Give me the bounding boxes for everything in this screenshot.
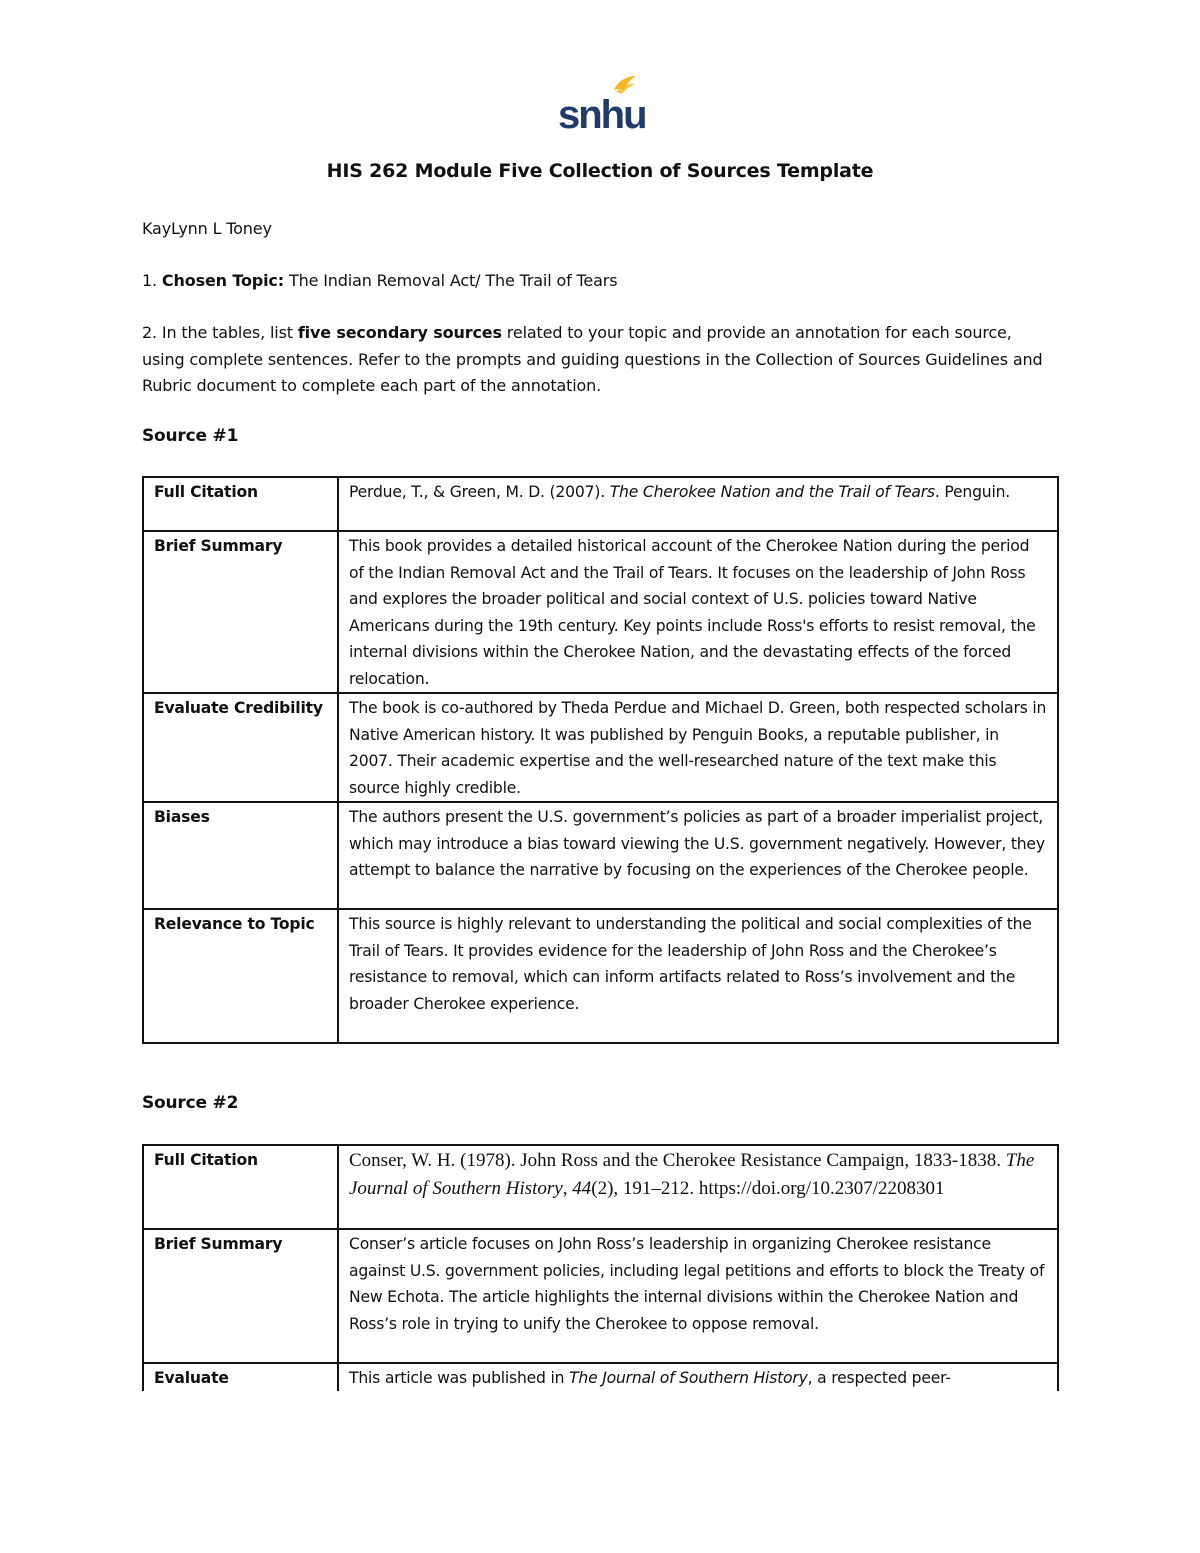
- row-label: Biases: [143, 802, 338, 909]
- citation-cell: [338, 1145, 1058, 1229]
- citation-volume: 44: [572, 1178, 592, 1199]
- citation-publisher: . Penguin.: [934, 483, 1011, 501]
- relevance-cell: This source is highly relevant to understanding the political and social complexities of the Trail of Tears. It provides evidence for the leadership of John Ross and the Cherokee’s resistance to removal, which can inform artifacts related to Ross’s involvement and the broader Cherokee experience.: [338, 909, 1058, 1043]
- citation-doi: (2), 191–212. https://doi.org/10.2307/2208301: [591, 1178, 945, 1199]
- citation-title: The Cherokee Nation and the Trail of Tears: [609, 483, 935, 501]
- summary-cell: This book provides a detailed historical account of the Cherokee Nation during the period of the Indian Removal Act and the Trail of Tears. It focuses on the leadership of John Ross and explores the broader political and social context of U.S. policies toward Native Americans during the 19th century. Key points include Ross's efforts to resist removal, the internal divisions within the Cherokee Nation, and the devastating effects of the forced relocation.: [338, 531, 1058, 693]
- summary-cell: Conser’s article focuses on John Ross’s leadership in organizing Cherokee resistance against U.S. government policies, including legal petitions and efforts to block the Treaty of New Echota. The article highlights the internal divisions within the Cherokee Nation and Ross’s role in trying to unify the Cherokee to oppose removal.: [338, 1229, 1058, 1363]
- row-label: Evaluate: [143, 1363, 338, 1391]
- biases-cell: The authors present the U.S. government’s policies as part of a broader imperialist project, which may introduce a bias toward viewing the U.S. government negatively. However, they attempt to balance the narrative by focusing on the experiences of the Cherokee people.: [338, 802, 1058, 909]
- row-label: Brief Summary: [143, 531, 338, 693]
- credibility-cell: [338, 1363, 1058, 1391]
- author-name: KayLynn L Toney: [142, 219, 272, 238]
- citation-sep: ,: [562, 1178, 573, 1199]
- credibility-text: This article was published in: [349, 1369, 570, 1387]
- source-2-heading: Source #2: [142, 1093, 239, 1113]
- table-row: [143, 1363, 1058, 1391]
- row-label: Full Citation: [143, 477, 338, 531]
- citation-text: Conser, W. H. (1978). John Ross and the Cherokee Resistance Campaign, 1833-1838.: [349, 1150, 1006, 1171]
- topic-number: 1.: [142, 271, 157, 290]
- source-2-table: [142, 1144, 1059, 1391]
- citation-journal: The Journal of Southern History: [349, 1150, 1035, 1199]
- instructions-prefix: 2. In the tables, list: [142, 323, 298, 342]
- journal-title: The Journal of Southern History: [569, 1369, 808, 1387]
- table-row: [143, 1229, 1058, 1363]
- credibility-text-end: , a respected peer-: [807, 1369, 951, 1387]
- credibility-cell: The book is co-authored by Theda Perdue and Michael D. Green, both respected scholars in Native American history. It was published by Penguin Books, a reputable publisher, in 2007. Their academic expertise and the well-researched nature of the text make this source highly credible.: [338, 693, 1058, 802]
- page-title: HIS 262 Module Five Collection of Sources Template: [326, 160, 874, 182]
- source-1-heading: Source #1: [142, 426, 239, 446]
- logo-text: snhu: [558, 93, 646, 136]
- row-label: Evaluate Credibility: [143, 693, 338, 802]
- row-label: Relevance to Topic: [143, 909, 338, 1043]
- instructions-suffix: related to your topic and provide an annotation for each source, using complete sentences. Refer to the prompts and guiding questions in the Collection of Sources Guidelines and Rubric document to complete each part of the annotation.: [142, 323, 1043, 395]
- citation-text: Perdue, T., & Green, M. D. (2007).: [349, 483, 610, 501]
- topic-value: The Indian Removal Act/ The Trail of Tears: [288, 271, 618, 290]
- topic-label: Chosen Topic:: [161, 271, 285, 290]
- row-label: Full Citation: [143, 1145, 338, 1229]
- instructions-bold: five secondary sources: [297, 323, 502, 342]
- table-row: [143, 1145, 1058, 1229]
- row-label: Brief Summary: [143, 1229, 338, 1363]
